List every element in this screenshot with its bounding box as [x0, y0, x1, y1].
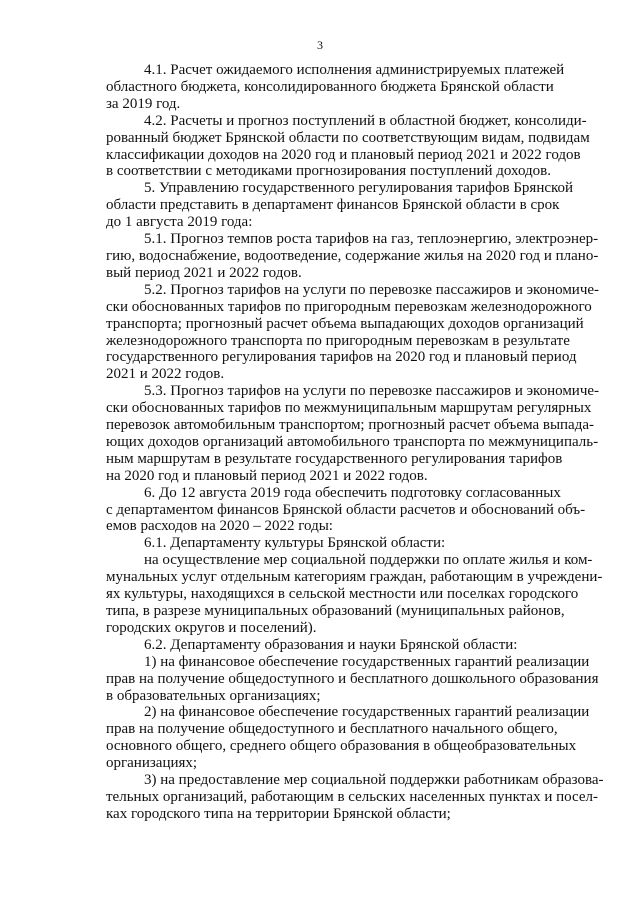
- paragraph-4-1: 4.1. Расчет ожидаемого исполнения администрируемых платежей областного бюджета, консолидированного бюджета Брянской области за 2019 год.: [106, 62, 565, 112]
- paragraph-5: 5. Управлению государственного регулирования тарифов Брянской области представить в департамент финансов Брянской области в срок до 1 августа 2019 года:: [106, 180, 574, 231]
- paragraph-5-2: 5.2. Прогноз тарифов на услуги по перевозке пассажиров и экономиче- ски обоснованных тарифов по пригородным перевозкам железнодорожного транспорта; прогнозный расчет объема выпадающих доходов организаций железнодорожного транспорта по пригородным перевозкам в результате государственного регулирования тарифов на 2020 год и плановый период 2021 и 2022 годов.: [106, 281, 600, 383]
- paragraph-6-2-item-2: 2) на финансовое обеспечение государственных гарантий реализации прав на получение общедоступного и бесплатного начального общего, основного общего, среднего общего образования в общеобразовательных организациях;: [106, 704, 590, 772]
- paragraph-6-1-text: на осуществление мер социальной поддержки по оплате жилья и ком- мунальных услуг отдельным категориям граждан, работающим в учреждени- ях культуры, находящихся в сельской местности или поселках городского типа, в разрезе муниципальных образований (муниципальных районов, городских округов и поселений).: [106, 552, 603, 636]
- paragraph-6-2-item-1: 1) на финансовое обеспечение государственных гарантий реализации прав на получение общедоступного и бесплатного дошкольного образования в образовательных организациях;: [106, 653, 599, 704]
- paragraph-4-2: 4.2. Расчеты и прогноз поступлений в областной бюджет, консолиди- рованный бюджет Брянской области по соответствующим видам, подвидам классификации доходов на 2020 год и плановый период 2021 и 2022 годов в соответствии с методиками прогнозирования поступлений доходов.: [106, 112, 590, 180]
- paragraph-6-1: 6.1. Департаменту культуры Брянской области:: [144, 535, 446, 552]
- paragraph-5-3: 5.3. Прогноз тарифов на услуги по перевозке пассажиров и экономиче- ски обоснованных тарифов по межмуниципальным маршрутам регулярных перевозок автомобильным транспортом; прогнозный расчет объема выпада- ющих доходов организаций автомобильного транспорта по межмуниципаль- ным маршрутам в результате государственного регулирования тарифов на 2020 год и плановый период 2021 и 2022 годов.: [106, 383, 600, 484]
- paragraph-6-2: 6.2. Департаменту образования и науки Брянской области:: [144, 636, 518, 653]
- paragraph-6-2-item-3: 3) на предоставление мер социальной поддержки работникам образова- тельных организаций, работающим в сельских населенных пунктах и посел- ках городского типа на территории Брянской области;: [106, 772, 604, 822]
- page-number: 3: [317, 38, 323, 52]
- paragraph-5-1: 5.1. Прогноз темпов роста тарифов на газ, теплоэнергию, электроэнер- гию, водоснабжение, водоотведение, содержание жилья на 2020 год и плано- вый период 2021 и 2022 годов.: [106, 231, 599, 281]
- document-body: [106, 62, 606, 823]
- paragraph-6: 6. До 12 августа 2019 года обеспечить подготовку согласованных с департаментом финансов Брянской области расчетов и обоснований объ- емов расходов на 2020 – 2022 годы:: [106, 484, 586, 535]
